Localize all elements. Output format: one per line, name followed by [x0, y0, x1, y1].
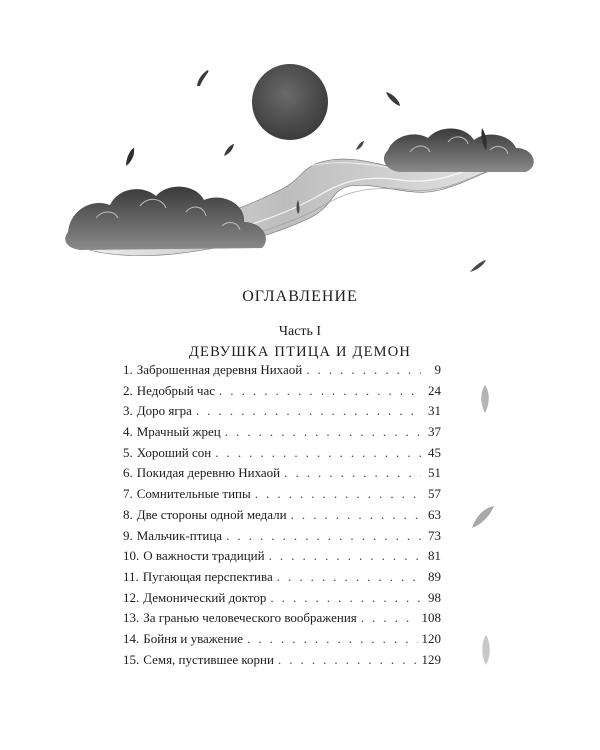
leaf-icon: [197, 70, 208, 86]
chapter-title: Доро ягра: [136, 403, 192, 419]
side-leaf-icon: [470, 504, 496, 530]
toc-entry[interactable]: [123, 567, 441, 588]
dot-leader: [219, 381, 421, 402]
toc-entry[interactable]: [123, 629, 441, 650]
chapter-page-number: 73: [428, 527, 441, 543]
dot-leader: [215, 443, 421, 464]
chapter-number: 8.: [123, 506, 133, 522]
dot-leader: [255, 484, 421, 505]
dot-leader: [247, 629, 417, 650]
dot-leader: [226, 526, 421, 547]
leaf-icon: [386, 92, 400, 106]
part-title: ДЕВУШКА ПТИЦА И ДЕМОН: [188, 344, 412, 360]
chapter-page-number: 63: [428, 506, 441, 522]
dot-leader: [284, 463, 421, 484]
chapter-number: 14.: [123, 630, 140, 646]
dot-leader: [306, 360, 421, 381]
chapter-number: 13.: [123, 610, 140, 626]
leaf-icon: [470, 260, 486, 272]
side-leaf-icon: [478, 384, 492, 414]
toc-entry[interactable]: [123, 526, 441, 547]
chapter-number: 1.: [123, 362, 133, 377]
chapter-number: 3.: [123, 403, 133, 419]
chapter-number: 15.: [123, 651, 140, 667]
chapter-title: Мальчик-птица: [136, 527, 223, 543]
dot-leader: [361, 608, 418, 629]
toc-entry[interactable]: [123, 608, 441, 629]
left-cloud-illustration: [65, 187, 266, 250]
chapter-title: О важности традиций: [143, 548, 265, 564]
chapter-page-number: 37: [428, 424, 441, 440]
chapter-page-number: 31: [428, 403, 441, 419]
chapter-number: 7.: [123, 486, 133, 502]
chapter-title: Пугающая перспектива: [142, 568, 273, 584]
chapter-title: Хороший сон: [136, 444, 212, 460]
dot-leader: [225, 422, 421, 443]
toc-entry[interactable]: [123, 546, 441, 567]
chapter-page-number: 98: [428, 589, 441, 605]
chapter-number: 9.: [123, 527, 133, 543]
chapter-title: Две стороны одной медали: [136, 506, 287, 522]
dot-leader: [270, 588, 421, 609]
toc-entry[interactable]: [123, 505, 441, 526]
chapter-number: 11.: [123, 568, 139, 584]
chapter-number: 5.: [123, 444, 133, 460]
moon-illustration: [252, 64, 328, 140]
toc-entry[interactable]: [123, 443, 441, 464]
chapter-page-number: 89: [428, 568, 441, 584]
chapter-page-number: 120: [421, 630, 441, 646]
chapter-page-number: 51: [428, 465, 441, 481]
chapter-page-number: 9: [434, 362, 441, 377]
toc-entry[interactable]: [123, 401, 441, 422]
leaf-icon: [224, 144, 234, 156]
chapter-title: Семя, пустившее корни: [143, 651, 274, 667]
chapter-number: 6.: [123, 465, 133, 481]
toc-entry[interactable]: [123, 588, 441, 609]
part-label: Часть I: [278, 324, 322, 339]
table-of-contents: [123, 360, 441, 670]
right-cloud-illustration: [384, 128, 534, 172]
chapter-number: 12.: [123, 589, 140, 605]
dot-leader: [196, 401, 421, 422]
chapter-title: Заброшенная деревня Нихаой: [136, 362, 303, 377]
chapter-title: Бойня и уважение: [143, 630, 244, 646]
chapter-number: 2.: [123, 382, 133, 398]
dot-leader: [277, 567, 421, 588]
chapter-title: Сомнительные типы: [136, 486, 251, 502]
chapter-number: 4.: [123, 424, 133, 440]
chapter-page-number: 108: [421, 610, 441, 626]
side-leaf-icon: [479, 634, 493, 666]
toc-entry[interactable]: [123, 463, 441, 484]
toc-entry[interactable]: [123, 360, 441, 381]
dot-leader: [269, 546, 421, 567]
chapter-page-number: 24: [428, 382, 441, 398]
leaf-icon: [356, 141, 364, 150]
chapter-title: Недобрый час: [136, 382, 215, 398]
chapter-title: Покидая деревню Нихаой: [136, 465, 281, 481]
chapter-title: Мрачный жрец: [136, 424, 221, 440]
dot-leader: [291, 505, 421, 526]
chapter-page-number: 57: [428, 486, 441, 502]
toc-entry[interactable]: [123, 650, 441, 671]
chapter-title: За гранью человеческого воображения: [143, 610, 357, 626]
chapter-title: Демонический доктор: [143, 589, 267, 605]
chapter-page-number: 129: [421, 651, 441, 667]
contents-heading: ОГЛАВЛЕНИЕ: [242, 288, 358, 305]
leaf-icon: [126, 148, 134, 166]
dot-leader: [278, 650, 418, 671]
chapter-page-number: 81: [428, 548, 441, 564]
chapter-page-number: 45: [428, 444, 441, 460]
toc-entry[interactable]: [123, 484, 441, 505]
chapter-number: 10.: [123, 548, 140, 564]
toc-entry[interactable]: [123, 381, 441, 402]
toc-entry[interactable]: [123, 422, 441, 443]
header-illustration: [0, 0, 600, 285]
